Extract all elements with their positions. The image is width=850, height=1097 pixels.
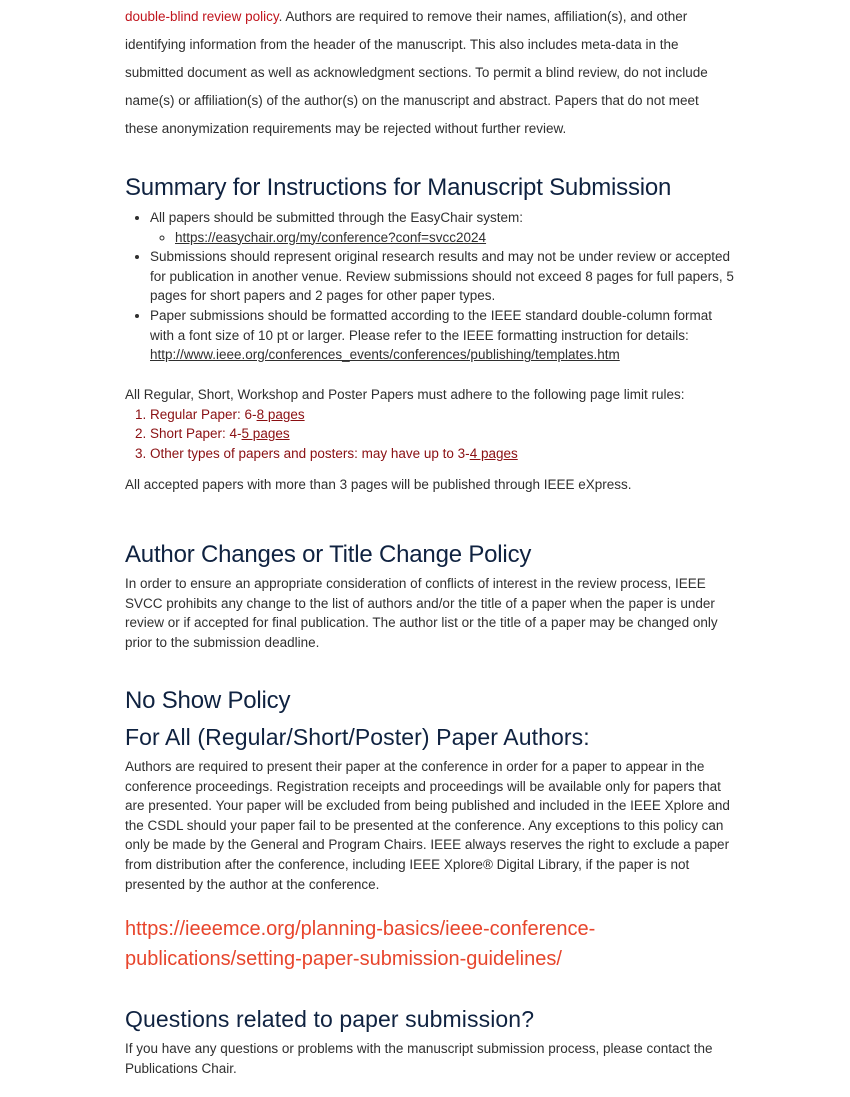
ieeemce-link-line-1[interactable]: https://ieeemce.org/planning-basics/ieee-conference- (125, 918, 596, 940)
easychair-text: All papers should be submitted through the EasyChair system: (150, 210, 523, 225)
anonymization-paragraph (125, 3, 739, 143)
author-changes-heading: Author Changes or Title Change Policy (125, 541, 532, 568)
list-item (150, 444, 739, 464)
other-paper-label: Other types of papers and posters: may have up to 3- (150, 445, 470, 461)
other-paper-pages: 4 pages (469, 445, 518, 461)
ieeemce-link[interactable] (125, 914, 739, 974)
summary-heading: Summary for Instructions for Manuscript Submission (125, 174, 672, 201)
no-show-body: Authors are required to present their paper at the conference in order for a paper to appear in the conference proceedings. Registration receipts and proceedings will be available only for papers that are presented. Your paper will be excluded from being published and included in the IEEE Xplore and the CSDL should your paper fail to be presented at the conference. Any exceptions to this policy can only be made by the General and Program Chairs. IEEE always reserves the right to exclude a paper from distribution after the conference, including IEEE Xplore® Digital Library, if the paper is not presented by the author at the conference. (125, 759, 730, 892)
questions-body: If you have any questions or problems with the manuscript submission process, please contact the Publications Chair. (125, 1041, 713, 1076)
regular-paper-pages: 8 pages (256, 406, 305, 422)
list-item (150, 208, 739, 247)
intro-line-1: . Authors are required to remove their names, affiliation(s), and other (278, 9, 688, 24)
no-show-heading: No Show Policy (125, 687, 291, 714)
intro-line-5: these anonymization requirements may be rejected without further review. (125, 121, 567, 136)
questions-heading: Questions related to paper submission? (125, 1006, 535, 1032)
intro-line-3: submitted document as well as acknowledgment sections. To permit a blind review, do not include (125, 65, 708, 80)
list-item (150, 247, 739, 306)
regular-paper-label: Regular Paper: 6- (150, 406, 257, 422)
original-research-text: Submissions should represent original research results and may not be under review or accepted for publication in another venue. Review submissions should not exceed 8 pages for full papers, 5 pages for short papers and 2 pages for other paper types. (150, 249, 734, 304)
intro-line-4: name(s) or affiliation(s) of the author(s) on the manuscript and abstract. Papers that do not meet (125, 93, 699, 108)
ieeemce-link-line-2[interactable]: publications/setting-paper-submission-guidelines/ (125, 948, 562, 970)
intro-line-2: identifying information from the header of the manuscript. This also includes meta-data in the (125, 37, 679, 52)
short-paper-pages: 5 pages (241, 426, 290, 442)
list-item (150, 306, 739, 365)
page-limits (125, 385, 739, 495)
list-item (150, 424, 739, 444)
summary-list (125, 208, 739, 365)
short-paper-label: Short Paper: 4- (150, 426, 242, 442)
list-item (175, 228, 739, 248)
list-item (150, 405, 739, 425)
page-limit-intro: All Regular, Short, Workshop and Poster Papers must adhere to the following page limit rules: (125, 387, 685, 402)
format-text: Paper submissions should be formatted according to the IEEE standard double-column format with a font size of 10 pt or larger. Please refer to the IEEE formatting instruction for details: (150, 307, 713, 343)
ieee-express-note: All accepted papers with more than 3 pages will be published through IEEE eXpress. (125, 477, 632, 493)
no-show-subheading: For All (Regular/Short/Poster) Paper Authors: (125, 724, 590, 750)
easychair-link[interactable]: https://easychair.org/my/conference?conf=svcc2024 (175, 229, 487, 245)
author-changes-body: In order to ensure an appropriate consideration of conflicts of interest in the review process, IEEE SVCC prohibits any change to the list of authors and/or the title of a paper when the paper is under review or if accepted for final publication. The author list or the title of a paper may be changed only prior to the submission deadline. (125, 576, 718, 650)
ieee-templates-link[interactable]: http://www.ieee.org/conferences_events/conferences/publishing/templates.htm (150, 347, 620, 363)
double-blind-policy-link[interactable]: double-blind review policy (125, 9, 279, 24)
